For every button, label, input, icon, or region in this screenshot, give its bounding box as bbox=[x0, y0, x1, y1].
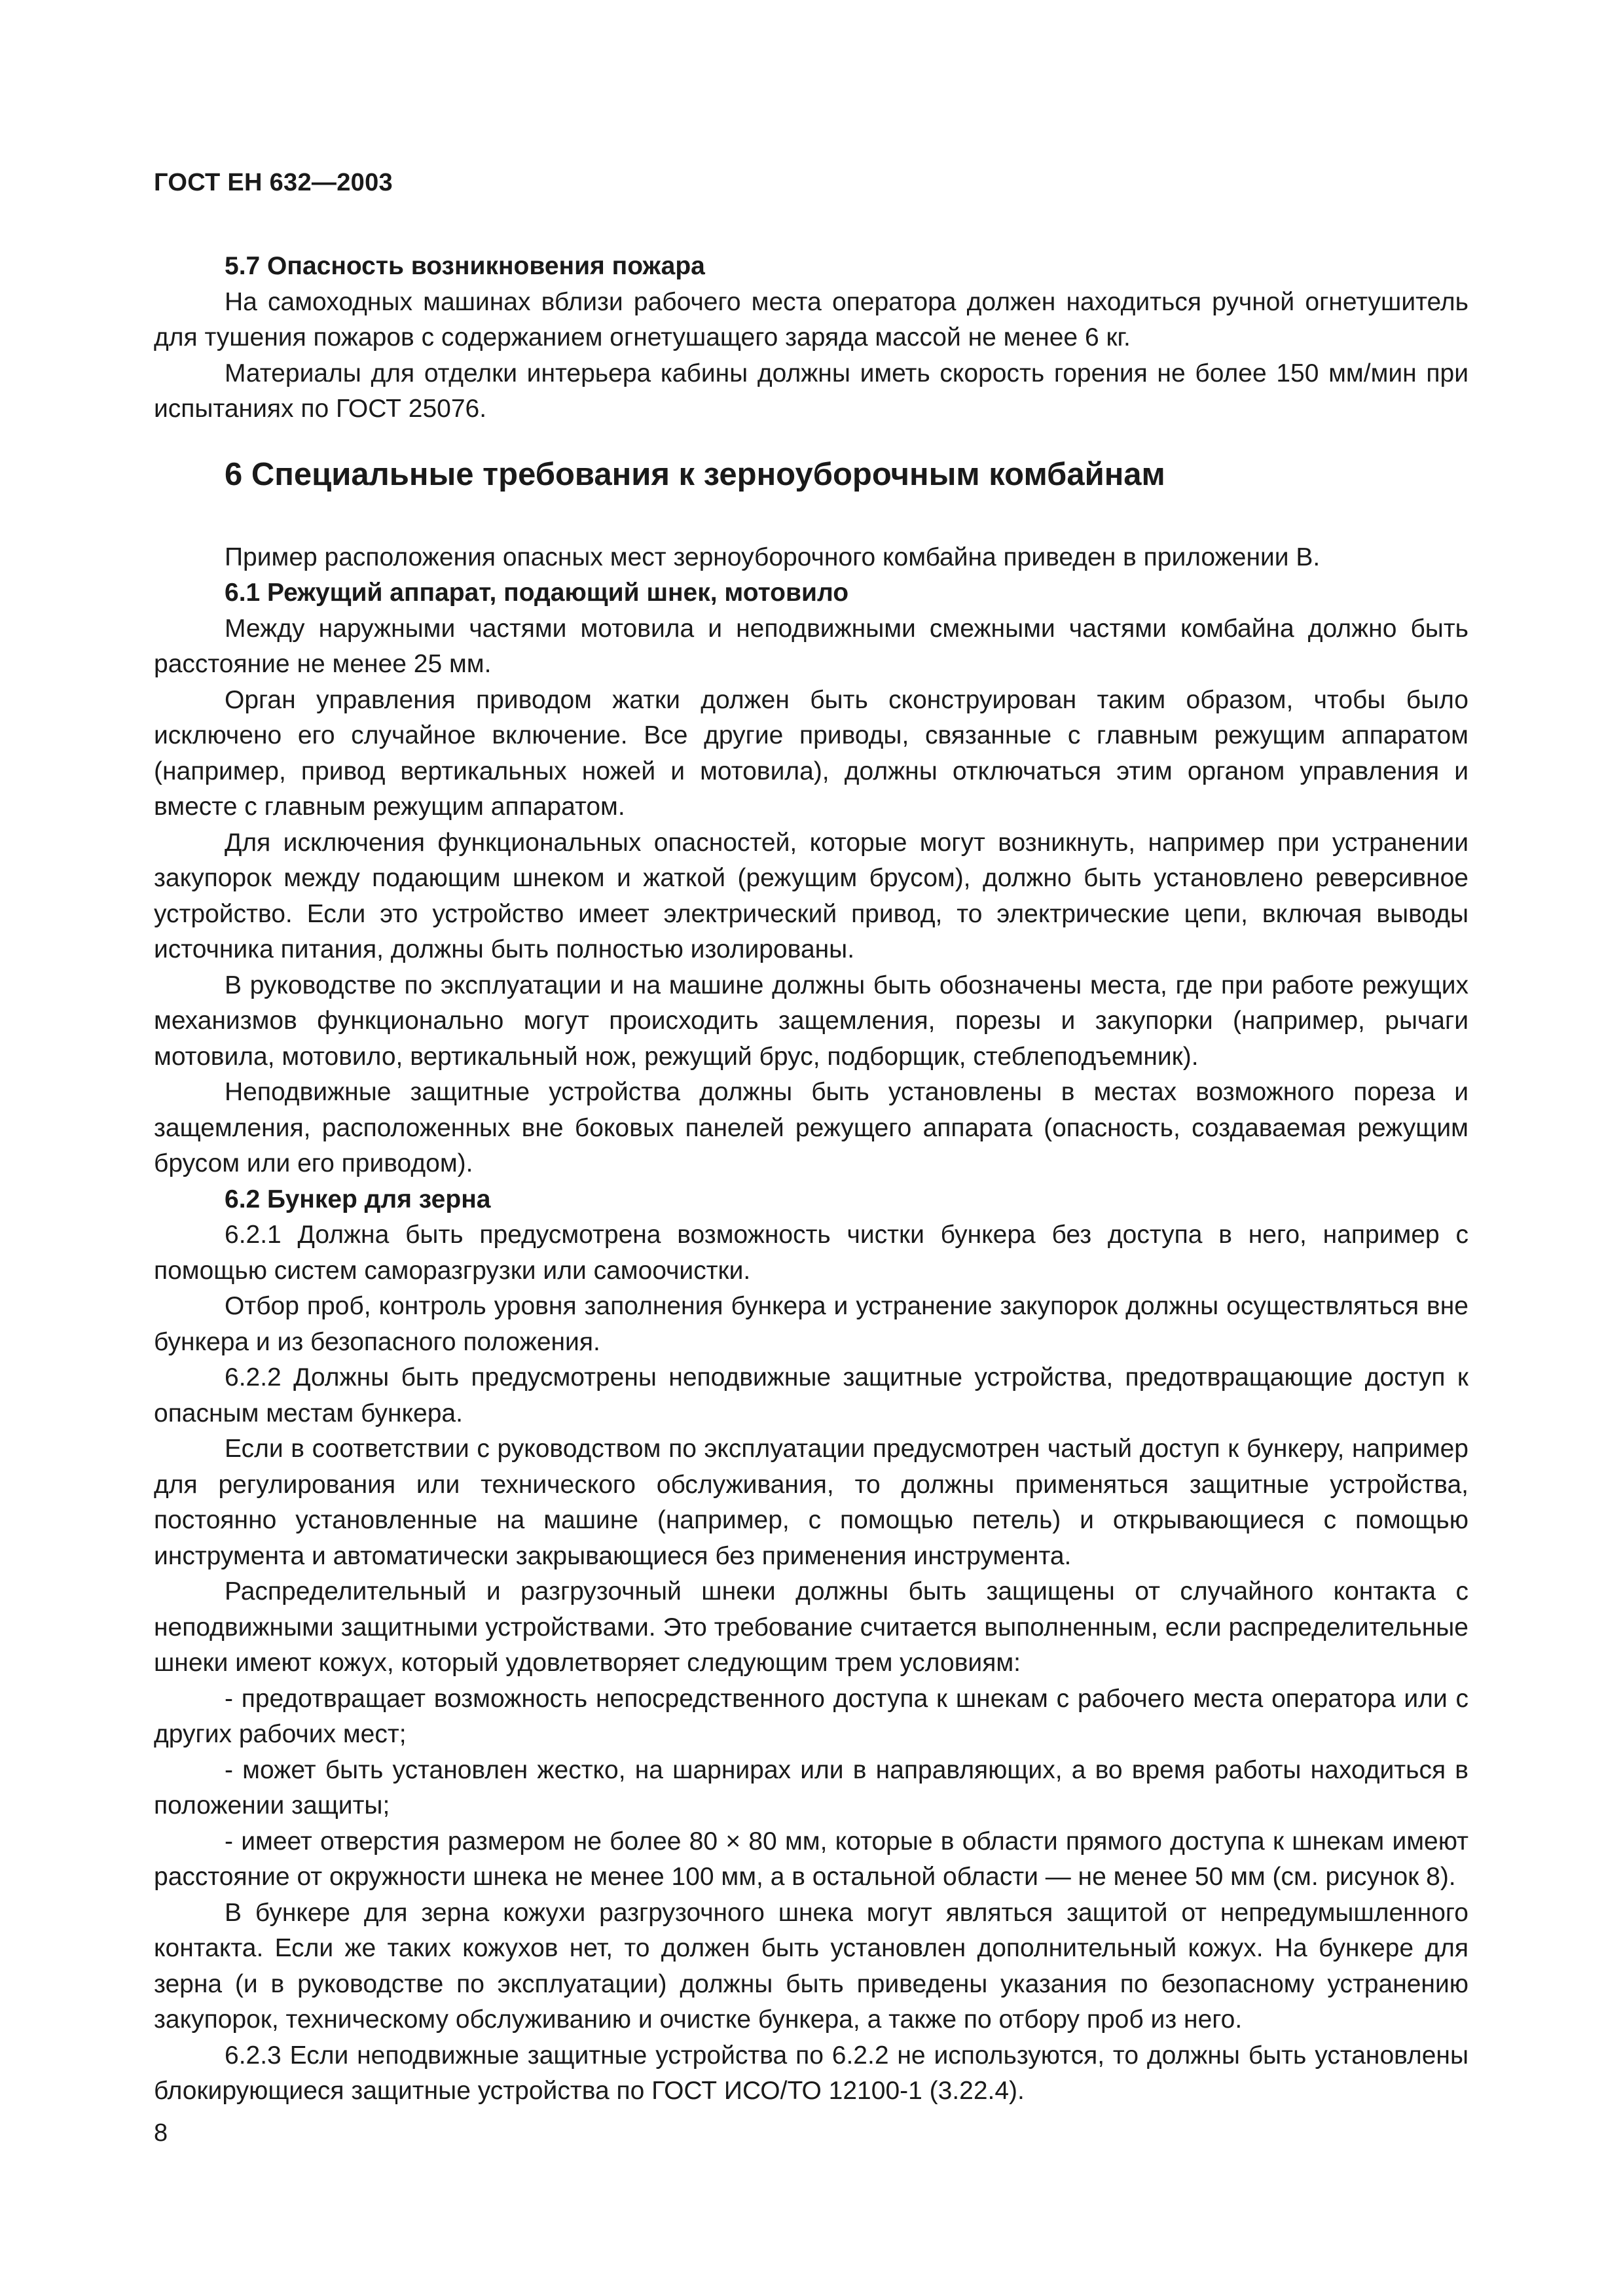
subsection-heading: 6.2 Бункер для зерна bbox=[225, 1185, 491, 1213]
paragraph: В руководстве по эксплуатации и на машине должны быть обозначены места, где при работе режущих механизмов функционально могут происходить защемления, порезы и закупорки (например, рычаги мотовила, мотовило, вертикальный нож, режущий брус, подборщик, стеблеподъемник). bbox=[154, 971, 1468, 1071]
paragraph: - может быть установлен жестко, на шарнирах или в направляющих, а во время работы находиться в положении защиты; bbox=[154, 1755, 1468, 1820]
paragraph: Между наружными частями мотовила и неподвижными смежными частями комбайна должно быть расстояние не менее 25 мм. bbox=[154, 614, 1468, 678]
paragraph: - имеет отверстия размером не более 80 × 80 мм, которые в области прямого доступа к шнекам имеют расстояние от окружности шнека не менее 100 мм, а в остальной области — не менее 50 мм (см. рисунок 8). bbox=[154, 1827, 1468, 1891]
paragraph: Распределительный и разгрузочный шнеки должны быть защищены от случайного контакта с неподвижными защитными устройствами. Это требование считается выполненным, если распределительные шнеки имеют кожух, который удовлетворяет следующим трем условиям: bbox=[154, 1577, 1468, 1677]
page-number: 8 bbox=[154, 2119, 168, 2147]
subsection-heading: 6.1 Режущий аппарат, подающий шнек, мотовило bbox=[225, 579, 849, 607]
paragraph: 6.2.2 Должны быть предусмотрены неподвижные защитные устройства, предотвращающие доступ к опасным местам бункера. bbox=[154, 1363, 1468, 1427]
paragraph: Материалы для отделки интерьера кабины должны иметь скорость горения не более 150 мм/мин при испытаниях по ГОСТ 25076. bbox=[154, 359, 1468, 423]
paragraph: Для исключения функциональных опасностей, которые могут возникнуть, например при устранении закупорок между подающим шнеком и жаткой (режущим брусом), должно быть установлено реверсивное устройство. Если это устройство имеет электрический привод, то электрические цепи, включая выводы источника питания, должны быть полностью изолированы. bbox=[154, 828, 1468, 963]
document-body bbox=[154, 249, 1468, 2109]
paragraph: 6.2.3 Если неподвижные защитные устройства по 6.2.2 не используются, то должны быть установлены блокирующиеся защитные устройства по ГОСТ ИСО/ТО 12100-1 (3.22.4). bbox=[154, 2041, 1468, 2105]
paragraph: Если в соответствии с руководством по эксплуатации предусмотрен частый доступ к бункеру, например для регулирования или технического обслуживания, то должны применяться защитные устройства, постоянно установленные на машине (например, с помощью петель) и открывающиеся с помощью инструмента и автоматически закрывающиеся без применения инструмента. bbox=[154, 1435, 1468, 1570]
paragraph: Орган управления приводом жатки должен быть сконструирован таким образом, чтобы было исключено его случайное включение. Все другие приводы, связанные с главным режущим аппаратом (например, привод вертикальных ножей и мотовила), должны отключаться этим органом управления и вместе с главным режущим аппаратом. bbox=[154, 685, 1468, 821]
paragraph: На самоходных машинах вблизи рабочего места оператора должен находиться ручной огнетушитель для тушения пожаров с содержанием огнетушащего заряда массой не менее 6 кг. bbox=[154, 287, 1468, 351]
paragraph: 6.2.1 Должна быть предусмотрена возможность чистки бункера без доступа в него, например с помощью систем саморазгрузки или самоочистки. bbox=[154, 1221, 1468, 1285]
paragraph: Пример расположения опасных мест зерноуборочного комбайна приведен в приложении В. bbox=[225, 543, 1321, 571]
paragraph: В бункере для зерна кожухи разгрузочного шнека могут являться защитой от непредумышленного контакта. Если же таких кожухов нет, то должен быть установлен дополнительный кожух. На бункере для зерна (и в руководстве по эксплуатации) должны быть приведены указания по безопасному устранению закупорок, техническому обслуживанию и очистке бункера, а также по отбору проб из него. bbox=[154, 1898, 1468, 2034]
subsection-heading: 5.7 Опасность возникновения пожара bbox=[225, 252, 705, 280]
document-header: ГОСТ ЕН 632—2003 bbox=[154, 169, 393, 196]
section-heading: 6 Специальные требования к зерноуборочным комбайнам bbox=[225, 456, 1165, 492]
paragraph: Неподвижные защитные устройства должны быть установлены в местах возможного пореза и защемления, расположенных вне боковых панелей режущего аппарата (опасность, создаваемая режущим брусом или его приводом). bbox=[154, 1078, 1468, 1177]
paragraph: Отбор проб, контроль уровня заполнения бункера и устранение закупорок должны осуществляться вне бункера и из безопасного положения. bbox=[154, 1292, 1468, 1356]
paragraph: - предотвращает возможность непосредственного доступа к шнекам с рабочего места оператора или с других рабочих мест; bbox=[154, 1684, 1468, 1748]
